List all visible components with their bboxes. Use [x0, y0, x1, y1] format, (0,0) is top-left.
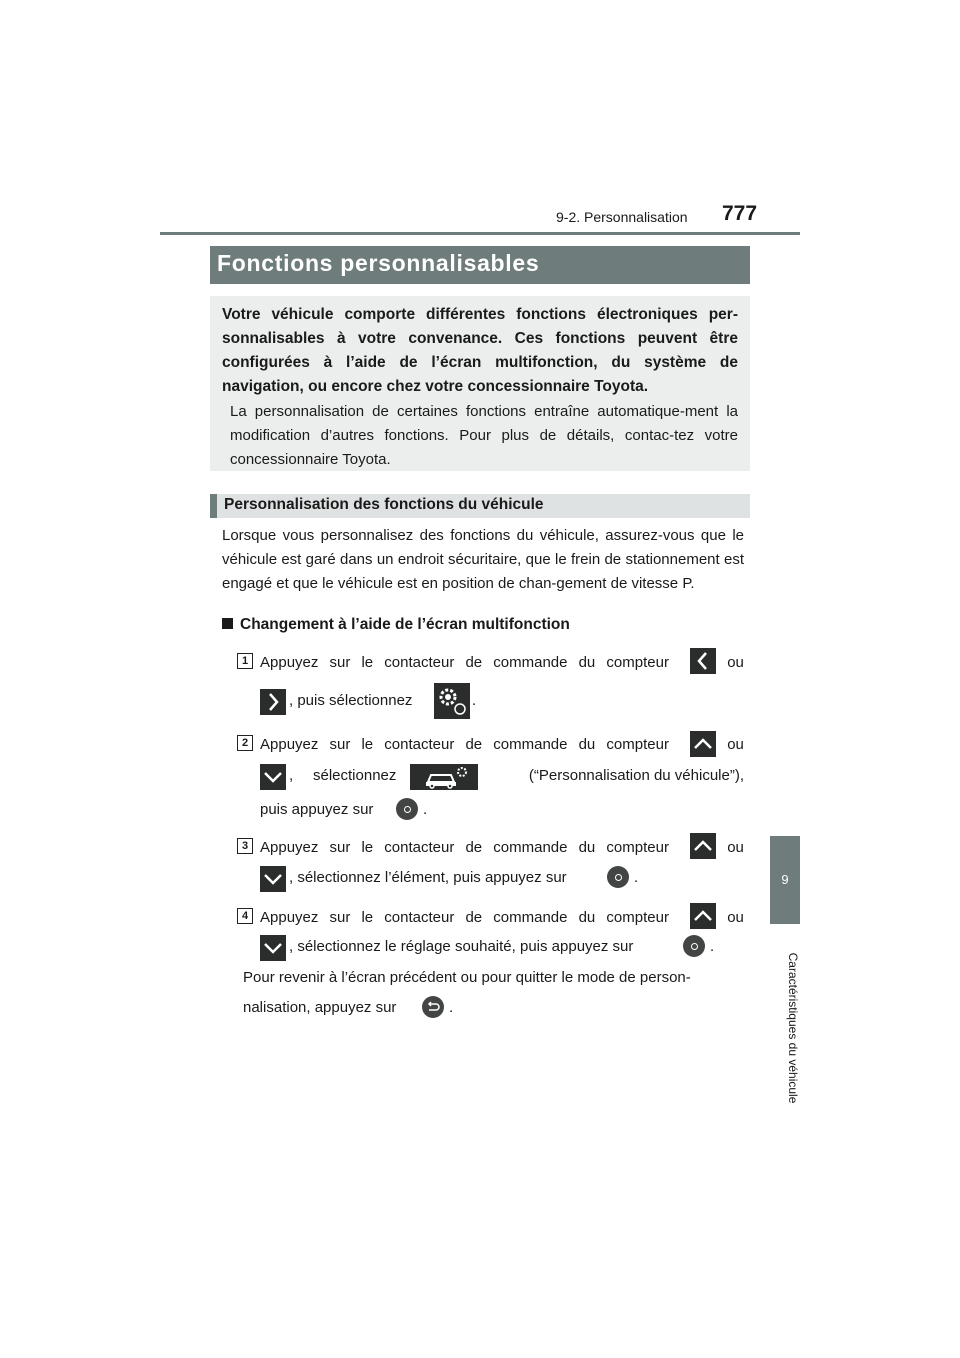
- chevron-up-icon: [690, 903, 716, 929]
- step-4-end: .: [710, 938, 715, 955]
- closing-line-2: nalisation, appuyez sur: [243, 999, 397, 1016]
- step-2-end: .: [423, 801, 428, 818]
- ok-dial-icon: [683, 935, 705, 957]
- header-rule: [160, 232, 800, 235]
- chevron-down-icon: [260, 866, 286, 892]
- page-title: Fonctions personnalisables: [217, 250, 540, 276]
- step-number-4: 4: [237, 908, 253, 924]
- chapter-title: Caractéristiques du véhicule: [786, 952, 800, 1104]
- car-settings-icon: [410, 764, 478, 790]
- intro-box: [210, 296, 750, 471]
- bullet-square-icon: [222, 618, 233, 629]
- step-3-end: .: [634, 869, 639, 886]
- chapter-tab: 9: [770, 836, 800, 924]
- ok-dial-icon: [396, 798, 418, 820]
- step-1-line-1: Appuyez sur le contacteur de commande du compteur ou: [260, 653, 744, 671]
- closing-line-1: Pour revenir à l’écran précédent ou pour quitter le mode de person-: [243, 969, 691, 986]
- chevron-up-icon: [690, 731, 716, 757]
- step-2-comma: ,: [289, 767, 294, 784]
- step-2-line-1: Appuyez sur le contacteur de commande du compteur ou: [260, 735, 744, 753]
- step-3-line-1: Appuyez sur le contacteur de commande du compteur ou: [260, 838, 744, 856]
- step-2-label: (“Personnalisation du véhicule”),: [528, 767, 744, 784]
- step-4-line-2: , sélectionnez le réglage souhaité, puis appuyez sur: [289, 938, 634, 955]
- chevron-left-icon: [690, 648, 716, 674]
- bullet-heading: Changement à l’aide de l’écran multifonction: [222, 616, 570, 634]
- step-2-line-3: puis appuyez sur: [260, 801, 374, 818]
- step-2-select: sélectionnez: [313, 767, 397, 784]
- intro-note: La personnalisation de certaines fonctions entraîne automatique-ment la modification d’autres fonctions. Pour plus de détails, contac-tez votre concessionnaire Toyota.: [230, 403, 738, 468]
- subsection-heading-bar: [210, 494, 750, 518]
- step-3-line-2: , sélectionnez l’élément, puis appuyez sur: [289, 869, 567, 886]
- step-number-1: 1: [237, 653, 253, 669]
- closing-end: .: [449, 999, 454, 1016]
- step-4-line-1: Appuyez sur le contacteur de commande du compteur ou: [260, 908, 744, 926]
- step-1-end: .: [472, 692, 477, 709]
- chevron-up-icon: [690, 833, 716, 859]
- chevron-down-icon: [260, 935, 286, 961]
- page-number: 777: [722, 202, 758, 225]
- intro-text: Votre véhicule comporte différentes fonctions électroniques per-sonnalisables à votre convenance. Ces fonctions peuvent être configurées à l’aide de l’écran multifonction, du système de navigation, ou encore chez votre concessionnaire Toyota.: [222, 306, 738, 395]
- step-number-2: 2: [237, 735, 253, 751]
- section-label: 9-2. Personnalisation: [556, 209, 688, 225]
- subsection-heading: Personnalisation des fonctions du véhicule: [224, 496, 544, 513]
- chevron-down-icon: [260, 764, 286, 790]
- step-number-3: 3: [237, 838, 253, 854]
- subsection-paragraph: Lorsque vous personnalisez des fonctions du véhicule, assurez-vous que le véhicule est garé dans un endroit sécuritaire, que le frein de stationnement est engagé et que le véhicule est en position de chan-gement de vitesse P.: [222, 527, 744, 592]
- ok-dial-icon: [607, 866, 629, 888]
- settings-gear-icon: [434, 683, 470, 719]
- step-1-line-2: , puis sélectionnez: [289, 692, 413, 709]
- back-icon: [422, 996, 444, 1018]
- page-title-bar: [210, 246, 750, 284]
- heading-accent: [210, 494, 217, 518]
- chevron-right-icon: [260, 689, 286, 715]
